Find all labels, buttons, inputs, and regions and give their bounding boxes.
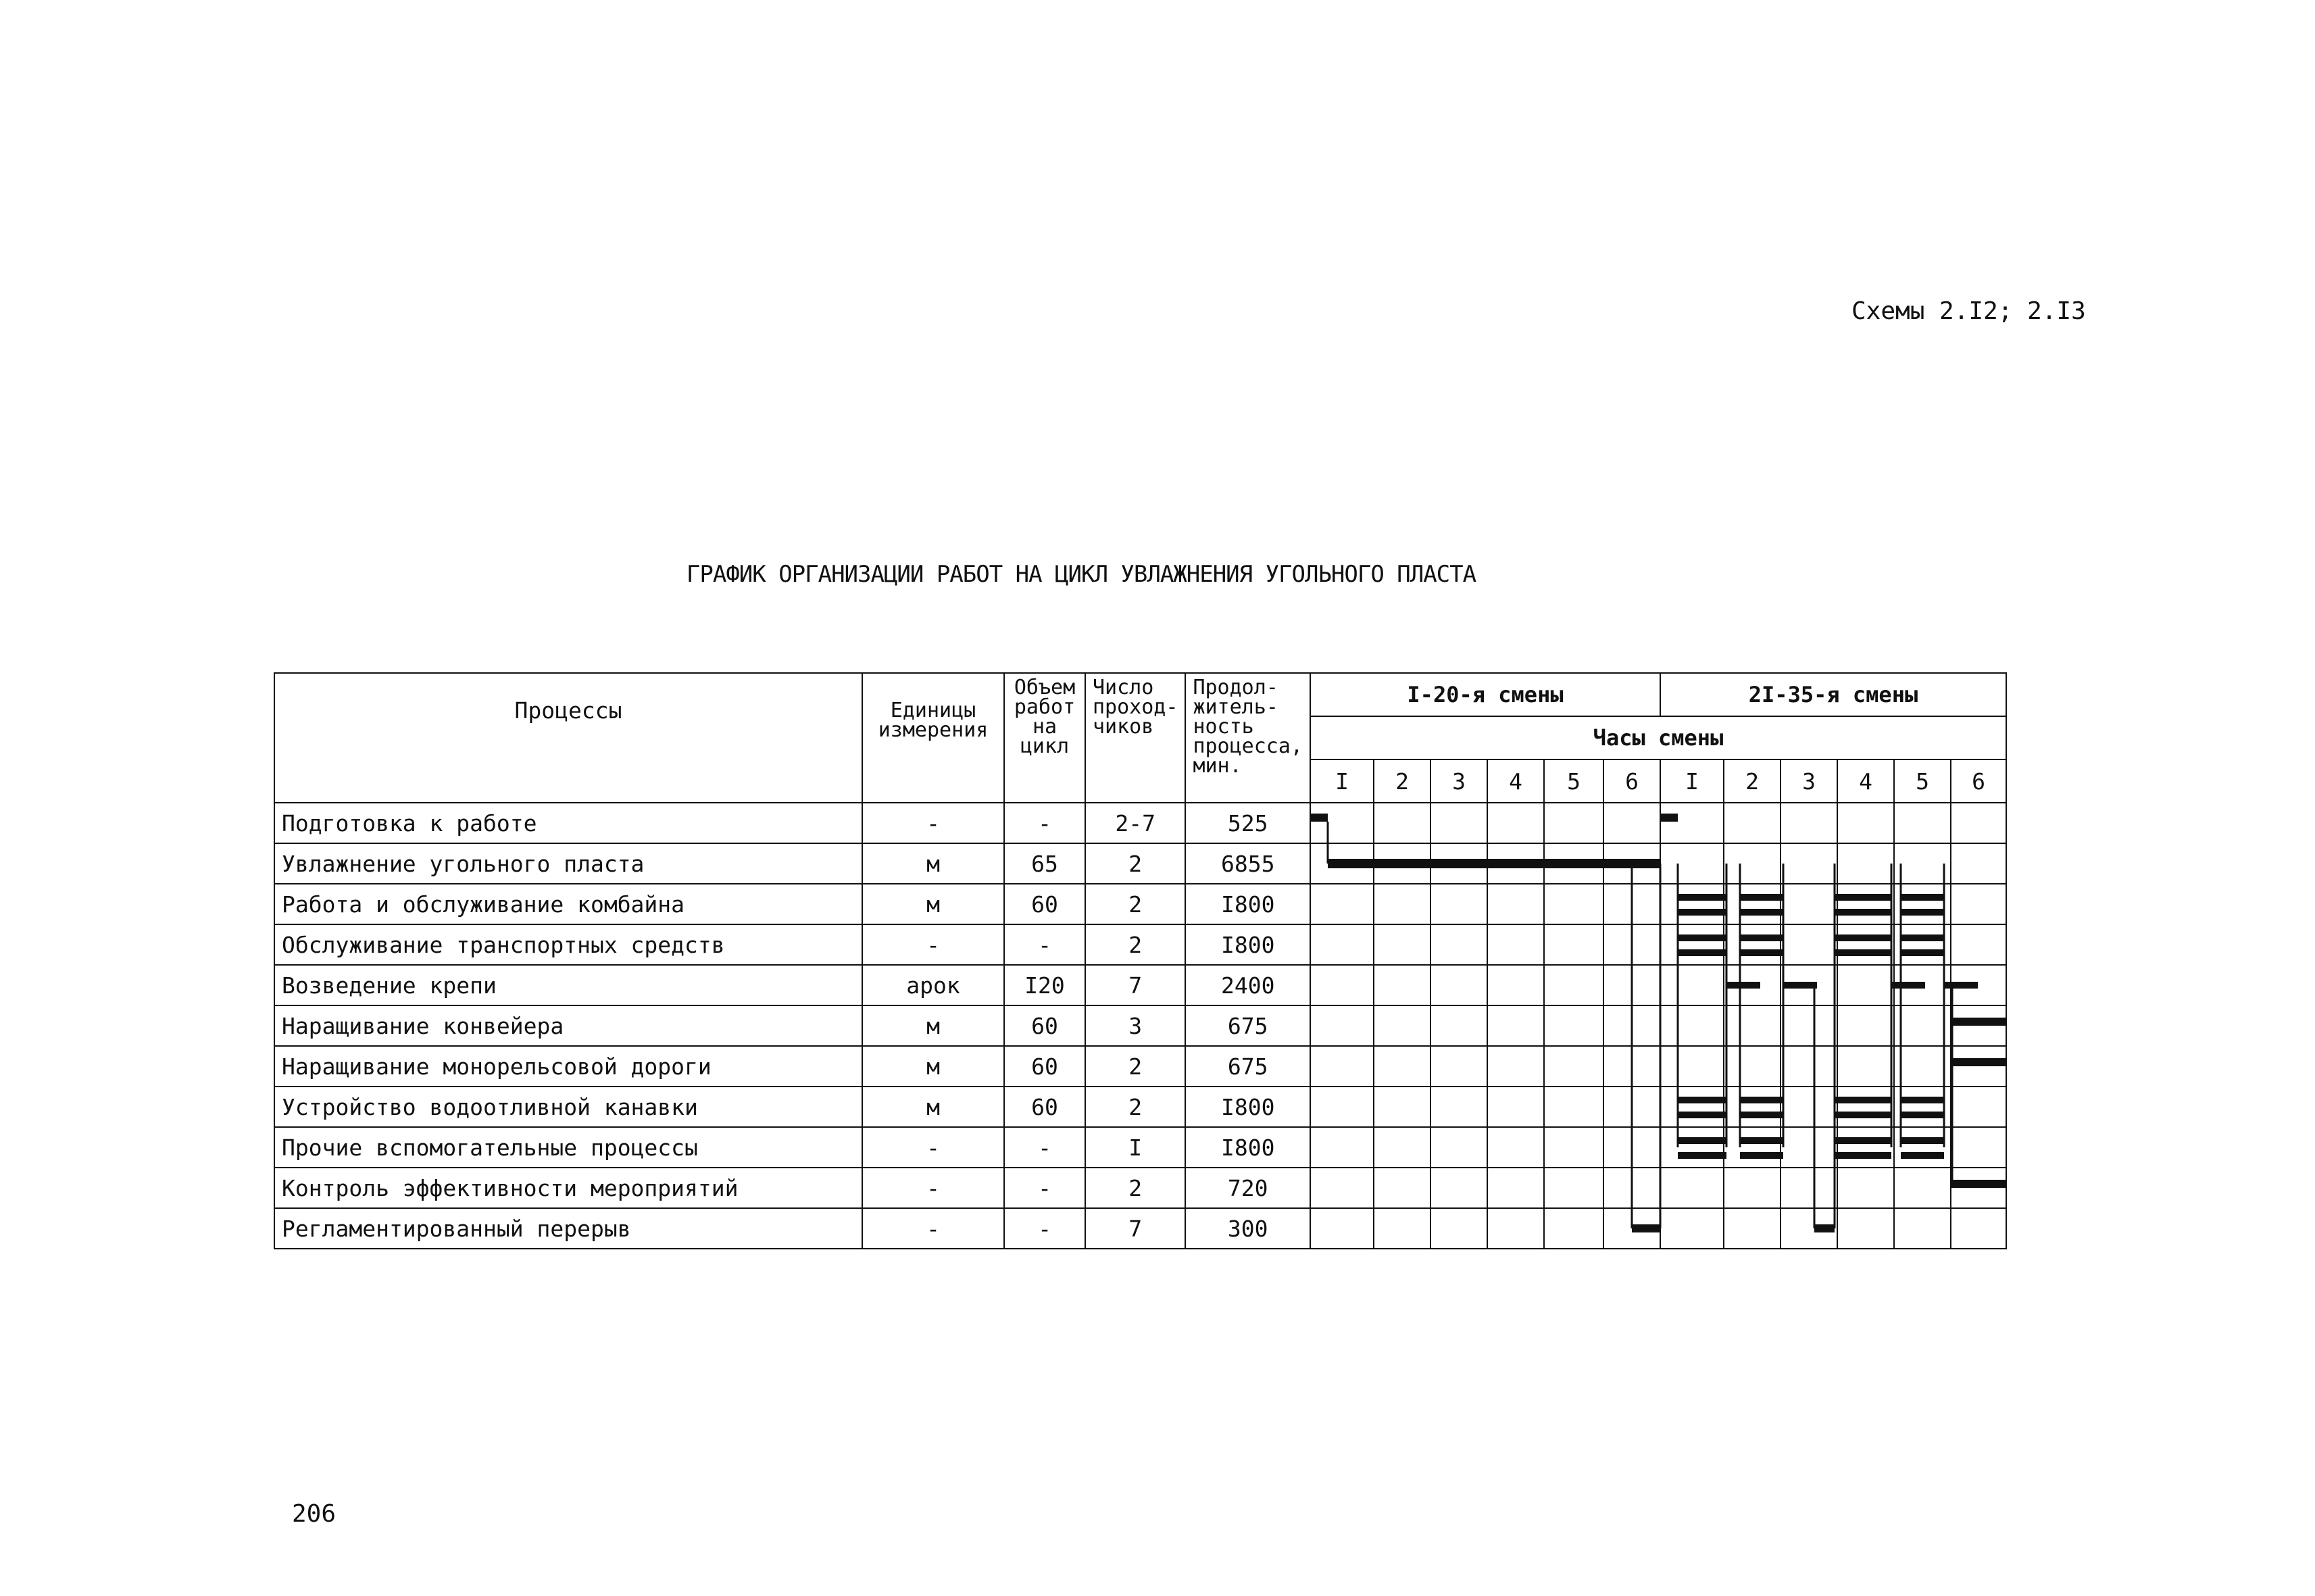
duration-cell: 720 xyxy=(1185,1168,1310,1208)
table-row xyxy=(274,803,2006,843)
gantt-cell xyxy=(1374,1046,1430,1087)
process-cell: Прочие вспомогательные процессы xyxy=(274,1127,862,1168)
volume-cell: 60 xyxy=(1004,1046,1085,1087)
gantt-cell xyxy=(1894,803,1951,843)
gantt-cell xyxy=(1951,924,2006,965)
process-cell: Возведение крепи xyxy=(274,965,862,1005)
gantt-cell xyxy=(1487,965,1544,1005)
hour-header-b-3: 3 xyxy=(1781,759,1837,803)
duration-cell: I800 xyxy=(1185,1127,1310,1168)
gantt-cell xyxy=(1310,803,1374,843)
gantt-cell xyxy=(1951,1208,2006,1249)
gantt-cell xyxy=(1951,1005,2006,1046)
gantt-cell xyxy=(1660,884,1724,924)
gantt-cell xyxy=(1603,843,1660,884)
process-cell: Наращивание конвейера xyxy=(274,1005,862,1046)
gantt-cell xyxy=(1603,1005,1660,1046)
hour-header-a-2: 2 xyxy=(1374,759,1430,803)
volume-cell: - xyxy=(1004,924,1085,965)
hour-header-b-4: 4 xyxy=(1837,759,1894,803)
gantt-cell xyxy=(1724,884,1781,924)
gantt-cell xyxy=(1310,924,1374,965)
duration-cell: 300 xyxy=(1185,1208,1310,1249)
process-cell: Регламентированный перерыв xyxy=(274,1208,862,1249)
gantt-cell xyxy=(1781,965,1837,1005)
gantt-cell xyxy=(1781,924,1837,965)
workers-cell: 2 xyxy=(1085,1087,1185,1127)
gantt-cell xyxy=(1603,1087,1660,1127)
volume-cell: 60 xyxy=(1004,1087,1085,1127)
gantt-cell xyxy=(1894,1005,1951,1046)
duration-cell: 525 xyxy=(1185,803,1310,843)
gantt-cell xyxy=(1310,965,1374,1005)
table-row xyxy=(274,1087,2006,1127)
gantt-cell xyxy=(1374,803,1430,843)
gantt-cell xyxy=(1781,1208,1837,1249)
gantt-cell xyxy=(1837,803,1894,843)
gantt-cell xyxy=(1544,803,1603,843)
gantt-cell xyxy=(1837,1127,1894,1168)
gantt-cell xyxy=(1310,1087,1374,1127)
col-header-process: Процессы xyxy=(274,673,862,803)
workers-cell: 2 xyxy=(1085,924,1185,965)
gantt-cell xyxy=(1724,1005,1781,1046)
gantt-cell xyxy=(1781,803,1837,843)
unit-cell: м xyxy=(862,884,1004,924)
gantt-cell xyxy=(1660,1168,1724,1208)
volume-cell: 60 xyxy=(1004,884,1085,924)
gantt-cell xyxy=(1374,1168,1430,1208)
gantt-cell xyxy=(1724,924,1781,965)
table-row xyxy=(274,1046,2006,1087)
volume-cell: - xyxy=(1004,1208,1085,1249)
volume-cell: - xyxy=(1004,803,1085,843)
gantt-cell xyxy=(1894,924,1951,965)
unit-cell: - xyxy=(862,1127,1004,1168)
gantt-cell xyxy=(1544,1208,1603,1249)
volume-cell: - xyxy=(1004,1127,1085,1168)
gantt-cell xyxy=(1374,1208,1430,1249)
gantt-cell xyxy=(1951,965,2006,1005)
gantt-cell xyxy=(1603,884,1660,924)
process-cell: Наращивание монорельсовой дороги xyxy=(274,1046,862,1087)
gantt-cell xyxy=(1374,884,1430,924)
unit-cell: м xyxy=(862,1046,1004,1087)
hour-header-a-5: 5 xyxy=(1544,759,1603,803)
gantt-cell xyxy=(1894,884,1951,924)
gantt-cell xyxy=(1487,1046,1544,1087)
hour-header-a-6: 6 xyxy=(1603,759,1660,803)
hour-header-b-5: 5 xyxy=(1894,759,1951,803)
gantt-cell xyxy=(1603,1168,1660,1208)
gantt-cell xyxy=(1430,1005,1487,1046)
gantt-cell xyxy=(1951,803,2006,843)
hours-label: Часы смены xyxy=(1310,716,2006,759)
table-row xyxy=(274,843,2006,884)
gantt-cell xyxy=(1430,1168,1487,1208)
gantt-cell xyxy=(1660,924,1724,965)
process-cell: Устройство водоотливной канавки xyxy=(274,1087,862,1127)
gantt-cell xyxy=(1660,1046,1724,1087)
gantt-cell xyxy=(1660,1127,1724,1168)
table-row xyxy=(274,884,2006,924)
gantt-cell xyxy=(1781,884,1837,924)
gantt-cell xyxy=(1310,1005,1374,1046)
gantt-cell xyxy=(1894,1208,1951,1249)
gantt-cell xyxy=(1603,803,1660,843)
col-header-unit: Единицы измерения xyxy=(862,673,1004,803)
gantt-cell xyxy=(1544,1168,1603,1208)
unit-cell: - xyxy=(862,1168,1004,1208)
workers-cell: 7 xyxy=(1085,965,1185,1005)
gantt-cell xyxy=(1310,884,1374,924)
gantt-cell xyxy=(1603,1208,1660,1249)
gantt-cell xyxy=(1374,1005,1430,1046)
gantt-cell xyxy=(1724,965,1781,1005)
gantt-cell xyxy=(1310,1127,1374,1168)
gantt-cell xyxy=(1724,1127,1781,1168)
scheme-reference: Схемы 2.I2; 2.I3 xyxy=(1851,297,2086,325)
unit-cell: - xyxy=(862,803,1004,843)
gantt-cell xyxy=(1781,1168,1837,1208)
gantt-cell xyxy=(1430,1087,1487,1127)
unit-cell: м xyxy=(862,1087,1004,1127)
gantt-cell xyxy=(1310,1208,1374,1249)
gantt-cell xyxy=(1430,843,1487,884)
volume-cell: 60 xyxy=(1004,1005,1085,1046)
col-header-volume: Объем работ на цикл xyxy=(1004,673,1085,803)
gantt-cell xyxy=(1894,843,1951,884)
gantt-cell xyxy=(1781,1046,1837,1087)
gantt-cell xyxy=(1430,965,1487,1005)
gantt-cell xyxy=(1603,1127,1660,1168)
gantt-cell xyxy=(1837,1087,1894,1127)
gantt-cell xyxy=(1951,843,2006,884)
gantt-cell xyxy=(1837,884,1894,924)
gantt-cell xyxy=(1951,1087,2006,1127)
gantt-cell xyxy=(1724,803,1781,843)
gantt-cell xyxy=(1487,803,1544,843)
gantt-cell xyxy=(1544,1046,1603,1087)
duration-cell: I800 xyxy=(1185,884,1310,924)
workers-cell: 2-7 xyxy=(1085,803,1185,843)
table-row xyxy=(274,1005,2006,1046)
gantt-cell xyxy=(1837,1005,1894,1046)
gantt-cell xyxy=(1487,1005,1544,1046)
gantt-cell xyxy=(1660,803,1724,843)
table-row xyxy=(274,924,2006,965)
process-cell: Подготовка к работе xyxy=(274,803,862,843)
gantt-cell xyxy=(1544,965,1603,1005)
gantt-cell xyxy=(1781,1005,1837,1046)
gantt-cell xyxy=(1310,843,1374,884)
gantt-cell xyxy=(1951,884,2006,924)
gantt-cell xyxy=(1660,965,1724,1005)
gantt-cell xyxy=(1374,924,1430,965)
gantt-cell xyxy=(1374,843,1430,884)
hour-header-b-6: 6 xyxy=(1951,759,2006,803)
table-row xyxy=(274,965,2006,1005)
gantt-cell xyxy=(1487,924,1544,965)
unit-cell: м xyxy=(862,1005,1004,1046)
gantt-cell xyxy=(1310,1168,1374,1208)
gantt-cell xyxy=(1894,1127,1951,1168)
unit-cell: - xyxy=(862,924,1004,965)
gantt-cell xyxy=(1544,1087,1603,1127)
gantt-cell xyxy=(1660,1087,1724,1127)
workers-cell: 7 xyxy=(1085,1208,1185,1249)
workers-cell: I xyxy=(1085,1127,1185,1168)
gantt-cell xyxy=(1894,1168,1951,1208)
gantt-cell xyxy=(1544,1005,1603,1046)
table-row xyxy=(274,1208,2006,1249)
gantt-cell xyxy=(1430,924,1487,965)
unit-cell: м xyxy=(862,843,1004,884)
unit-cell: - xyxy=(862,1208,1004,1249)
gantt-cell xyxy=(1660,843,1724,884)
duration-cell: 675 xyxy=(1185,1005,1310,1046)
gantt-cell xyxy=(1374,965,1430,1005)
gantt-cell xyxy=(1544,1127,1603,1168)
gantt-cell xyxy=(1781,1127,1837,1168)
gantt-cell xyxy=(1544,843,1603,884)
workers-cell: 2 xyxy=(1085,843,1185,884)
work-schedule-table xyxy=(274,672,2007,1249)
duration-cell: 675 xyxy=(1185,1046,1310,1087)
gantt-cell xyxy=(1894,965,1951,1005)
workers-cell: 2 xyxy=(1085,1168,1185,1208)
gantt-cell xyxy=(1724,1046,1781,1087)
gantt-cell xyxy=(1724,1208,1781,1249)
hour-header-a-I: I xyxy=(1310,759,1374,803)
gantt-cell xyxy=(1951,1127,2006,1168)
col-header-workers: Число проход-чиков xyxy=(1085,673,1185,803)
gantt-cell xyxy=(1837,965,1894,1005)
volume-cell: I20 xyxy=(1004,965,1085,1005)
gantt-cell xyxy=(1487,1127,1544,1168)
gantt-cell xyxy=(1837,843,1894,884)
gantt-cell xyxy=(1894,1087,1951,1127)
gantt-cell xyxy=(1487,843,1544,884)
hour-header-b-2: 2 xyxy=(1724,759,1781,803)
duration-cell: 2400 xyxy=(1185,965,1310,1005)
gantt-cell xyxy=(1430,884,1487,924)
hour-header-a-3: 3 xyxy=(1430,759,1487,803)
gantt-cell xyxy=(1837,1046,1894,1087)
gantt-cell xyxy=(1660,1208,1724,1249)
duration-cell: I800 xyxy=(1185,1087,1310,1127)
shift-group-1-header: I-20-я смены xyxy=(1310,673,1660,716)
duration-cell: I800 xyxy=(1185,924,1310,965)
gantt-cell xyxy=(1951,1046,2006,1087)
gantt-cell xyxy=(1430,803,1487,843)
gantt-cell xyxy=(1544,924,1603,965)
process-cell: Увлажнение угольного пласта xyxy=(274,843,862,884)
gantt-cell xyxy=(1951,1168,2006,1208)
volume-cell: 65 xyxy=(1004,843,1085,884)
gantt-cell xyxy=(1487,1087,1544,1127)
gantt-cell xyxy=(1724,843,1781,884)
workers-cell: 3 xyxy=(1085,1005,1185,1046)
document-title: ГРАФИК ОРГАНИЗАЦИИ РАБОТ НА ЦИКЛ УВЛАЖНЕНИЯ УГОЛЬНОГО ПЛАСТА xyxy=(686,561,1476,588)
table-row xyxy=(274,1127,2006,1168)
process-cell: Обслуживание транспортных средств xyxy=(274,924,862,965)
gantt-cell xyxy=(1487,1208,1544,1249)
gantt-cell xyxy=(1310,1046,1374,1087)
gantt-cell xyxy=(1660,1005,1724,1046)
duration-cell: 6855 xyxy=(1185,843,1310,884)
col-header-duration: Продол-житель-ность процесса, мин. xyxy=(1185,673,1310,803)
page-number: 206 xyxy=(292,1500,337,1528)
workers-cell: 2 xyxy=(1085,1046,1185,1087)
gantt-cell xyxy=(1430,1208,1487,1249)
gantt-cell xyxy=(1544,884,1603,924)
process-cell: Контроль эффективности мероприятий xyxy=(274,1168,862,1208)
gantt-cell xyxy=(1837,1168,1894,1208)
gantt-cell xyxy=(1374,1087,1430,1127)
gantt-cell xyxy=(1603,1046,1660,1087)
workers-cell: 2 xyxy=(1085,884,1185,924)
gantt-cell xyxy=(1837,924,1894,965)
table-row xyxy=(274,1168,2006,1208)
gantt-cell xyxy=(1724,1087,1781,1127)
gantt-cell xyxy=(1603,965,1660,1005)
volume-cell: - xyxy=(1004,1168,1085,1208)
gantt-cell xyxy=(1487,884,1544,924)
gantt-cell xyxy=(1781,1087,1837,1127)
gantt-cell xyxy=(1487,1168,1544,1208)
gantt-cell xyxy=(1374,1127,1430,1168)
shift-group-2-header: 2I-35-я смены xyxy=(1660,673,2006,716)
process-cell: Работа и обслуживание комбайна xyxy=(274,884,862,924)
header-row-1 xyxy=(274,673,2006,716)
hour-header-b-I: I xyxy=(1660,759,1724,803)
gantt-cell xyxy=(1837,1208,1894,1249)
gantt-cell xyxy=(1724,1168,1781,1208)
gantt-cell xyxy=(1430,1127,1487,1168)
gantt-cell xyxy=(1894,1046,1951,1087)
gantt-cell xyxy=(1430,1046,1487,1087)
gantt-cell xyxy=(1603,924,1660,965)
unit-cell: арок xyxy=(862,965,1004,1005)
hour-header-a-4: 4 xyxy=(1487,759,1544,803)
gantt-cell xyxy=(1781,843,1837,884)
